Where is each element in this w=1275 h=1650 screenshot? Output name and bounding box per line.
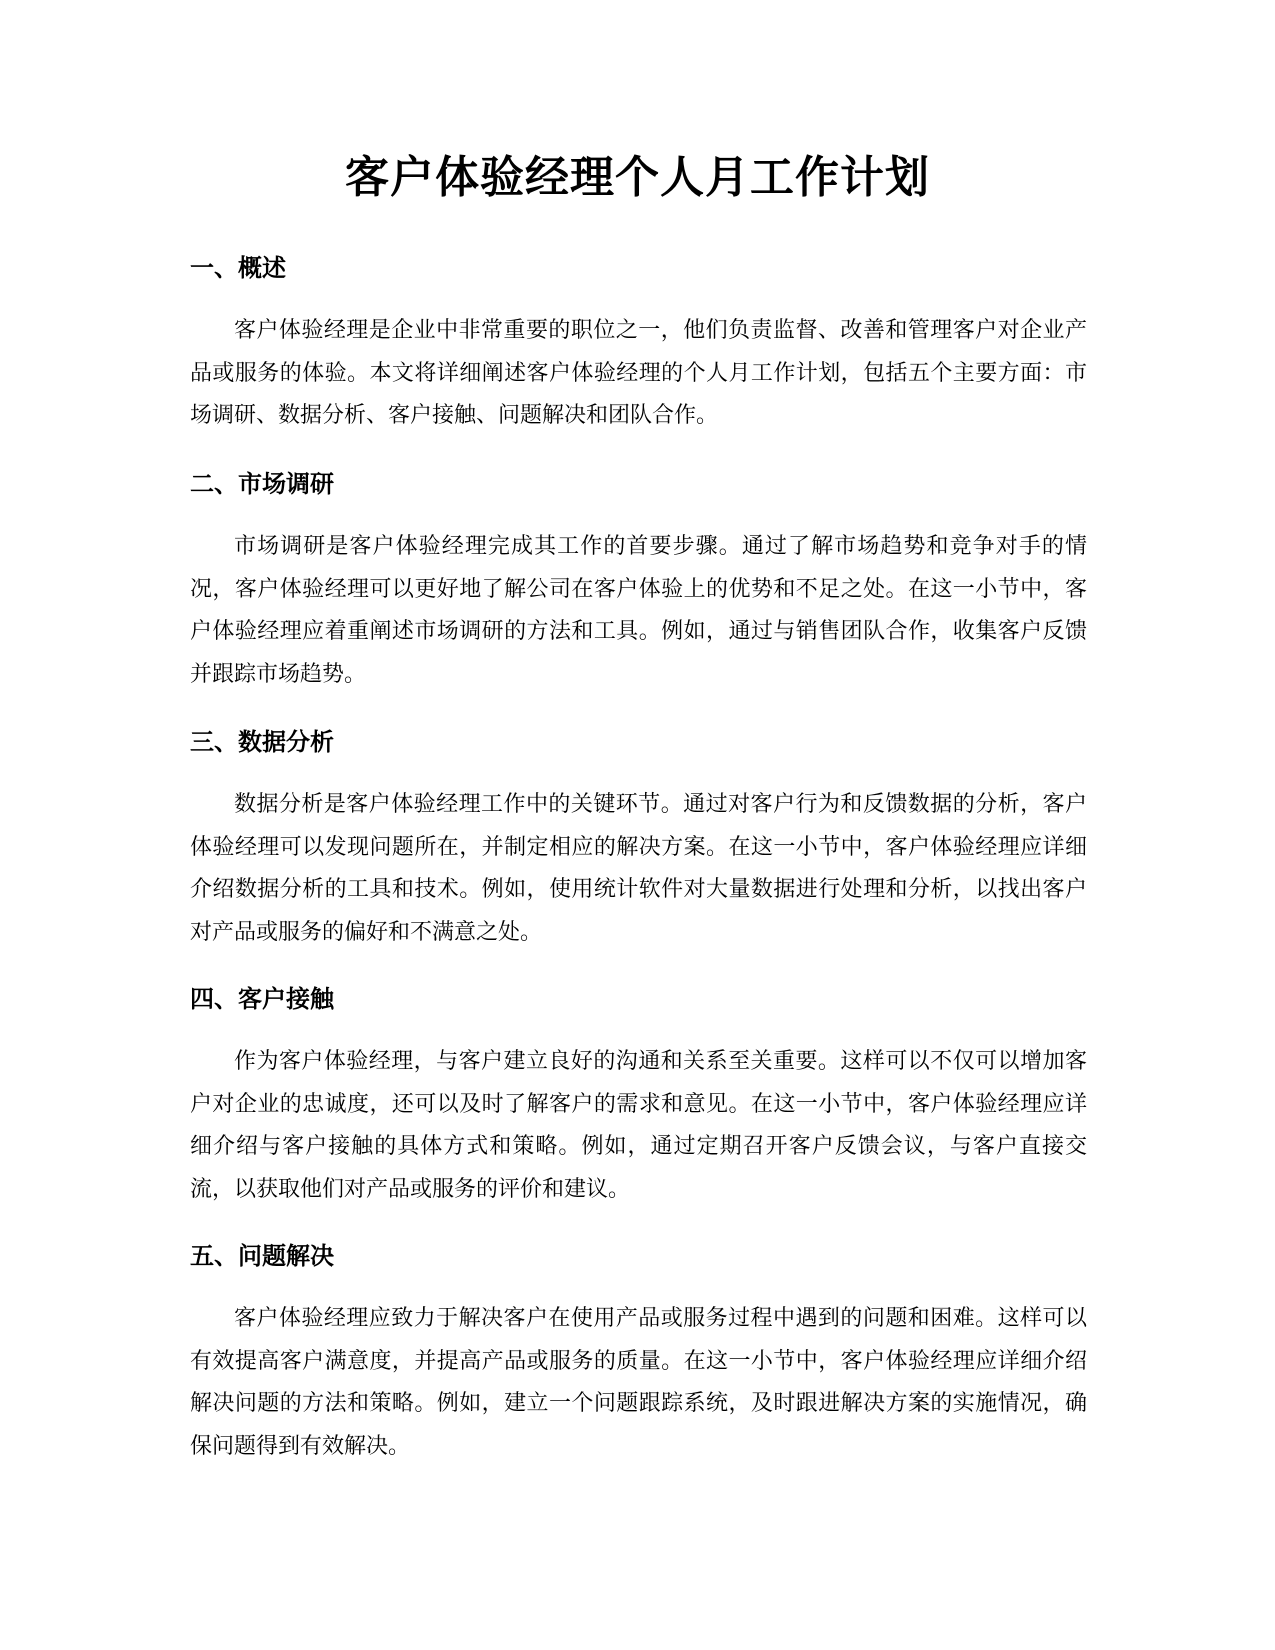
section-overview	[190, 252, 1087, 438]
section-paragraph: 作为客户体验经理，与客户建立良好的沟通和关系至关重要。这样可以不仅可以增加客户对企业的忠诚度，还可以及时了解客户的需求和意见。在这一小节中，客户体验经理应详细介绍与客户接触的具体方式和策略。例如，通过定期召开客户反馈会议，与客户直接交流，以获取他们对产品或服务的评价和建议。	[190, 1049, 1087, 1202]
section-paragraph: 市场调研是客户体验经理完成其工作的首要步骤。通过了解市场趋势和竞争对手的情况，客户体验经理可以更好地了解公司在客户体验上的优势和不足之处。在这一小节中，客户体验经理应着重阐述市场调研的方法和工具。例如，通过与销售团队合作，收集客户反馈并跟踪市场趋势。	[190, 534, 1087, 687]
section-paragraph: 客户体验经理应致力于解决客户在使用产品或服务过程中遇到的问题和困难。这样可以有效提高客户满意度，并提高产品或服务的质量。在这一小节中，客户体验经理应详细介绍解决问题的方法和策略。例如，建立一个问题跟踪系统，及时跟进解决方案的实施情况，确保问题得到有效解决。	[190, 1306, 1087, 1459]
section-heading: 二、市场调研	[190, 470, 334, 498]
section-heading: 一、概述	[190, 254, 286, 282]
section-paragraph: 客户体验经理是企业中非常重要的职位之一，他们负责监督、改善和管理客户对企业产品或服务的体验。本文将详细阐述客户体验经理的个人月工作计划，包括五个主要方面：市场调研、数据分析、客户接触、问题解决和团队合作。	[190, 318, 1087, 428]
section-paragraph: 数据分析是客户体验经理工作中的关键环节。通过对客户行为和反馈数据的分析，客户体验经理可以发现问题所在，并制定相应的解决方案。在这一小节中，客户体验经理应详细介绍数据分析的工具和技术。例如，使用统计软件对大量数据进行处理和分析，以找出客户对产品或服务的偏好和不满意之处。	[190, 792, 1087, 945]
section-customer-contact	[190, 983, 1087, 1211]
section-problem-solving	[190, 1240, 1087, 1468]
section-heading: 五、问题解决	[190, 1242, 334, 1270]
document-title: 客户体验经理个人月工作计划	[345, 152, 930, 203]
section-heading: 四、客户接触	[190, 985, 334, 1013]
section-heading: 三、数据分析	[190, 728, 334, 756]
section-data-analysis	[190, 726, 1087, 954]
section-market-research	[190, 468, 1087, 696]
